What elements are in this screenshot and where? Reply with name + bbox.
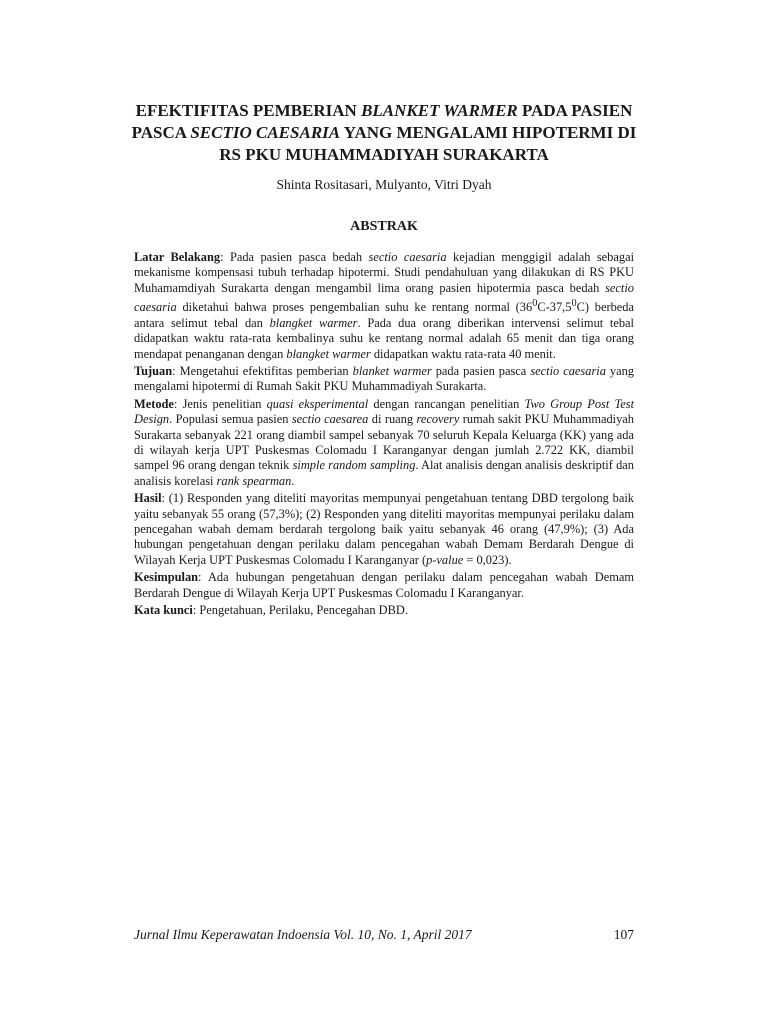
abstract-kesimpulan: Kesimpulan: Ada hubungan pengetahuan dengan perilaku dalam pencegahan wabah Demam Berdarah Dengue di Wilayah Kerja UPT Puskesmas Colomadu I Karanganyar. [134,570,634,600]
title-line-2: PASCA SECTIO CAESARIA YANG MENGALAMI HIPOTERMI DI [131,123,637,142]
section-label: Latar Belakang [134,250,221,264]
paper-title [120,100,648,166]
abstract-latar-belakang: Latar Belakang: Pada pasien pasca bedah sectio caesaria kejadian menggigil adalah sebagai mekanisme kompensasi tubuh terhadap hipotermi. Studi pendahuluan yang dilakukan di RS PKU Muhamamdiyah Surakarta dengan mengambil lima orang pasien hipotermia pasca bedah sectio caesaria diketahui bahwa proses pengembalian suhu ke rentang normal $(36^0C-37,5^0C)$ berbeda antara selimut tebal dan blangket warmer. Pada dua orang diberikan intervensi selimut tebal didapatkan waktu rata-rata kembalinya suhu ke rentang normal adalah 65 menit dan tiga orang mendapat penanganan dengan blangket warmer didapatkan waktu rata-rata 40 menit. [134,250,635,361]
title-line-1: EFEKTIFITAS PEMBERIAN BLANKET WARMER PADA PASIEN [135,101,633,120]
section-label: Kesimpulan [134,570,199,585]
journal-citation: Jurnal Ilmu Keperawatan Indoensia Vol. 10, No. 1, April 2017 [134,927,472,942]
title-line-3: RS PKU MUHAMMADIYAH SURAKARTA [219,145,549,164]
abstract-tujuan: Tujuan: Mengetahui efektifitas pemberian blanket warmer pada pasien pasca sectio caesaria yang mengalami hipotermi di Rumah Sakit PKU Muhammadiyah Surakarta. [134,363,635,394]
abstract-heading: ABSTRAK [350,219,418,234]
section-label: Metode [134,396,174,411]
section-label: Tujuan [134,363,173,378]
page-number: 107 [613,927,634,942]
author-list: Shinta Rositasari, Mulyanto, Vitri Dyah [276,177,492,192]
abstract-hasil: Hasil: (1) Responden yang diteliti mayoritas mempunyai pengetahuan tentang DBD tergolong baik yaitu sebanyak 55 orang (57,3%); (2) Responden yang diteliti mayoritas mempunyai perilaku dalam pencegahan wabah demam berdarah tergolong baik yaitu sebanyak 46 orang (47,9%); (3) Ada hubungan pengetahuan dengan perilaku dalam pencegahan wabah Demam Berdarah Dengue di Wilayah Kerja UPT Puskesmas Colomadu I Karanganyar (p-value = 0,023). [134,491,634,567]
section-label: Hasil [134,491,162,506]
abstract-body [134,250,634,620]
abstract-kata-kunci: Kata kunci: Pengetahuan, Perilaku, Pencegahan DBD. [134,603,408,618]
section-label: Kata kunci [134,603,193,618]
abstract-metode: Metode: Jenis penelitian quasi eksperimental dengan rancangan penelitian Two Group Post Test Design. Populasi semua pasien sectio caesarea di ruang recovery rumah sakit PKU Muhammadiyah Surakarta sebanyak 221 orang diambil sampel sebanyak 70 seluruh Kepala Keluarga (KK) yang ada di wilayah kerja UPT Puskesmas Colomadu I Karanganyar dengan jumlah 2.722 KK, diambil sampel 96 orang dengan teknik simple random sampling. Alat analisis dengan analisis deskriptif dan analisis korelasi rank spearman. [134,396,635,488]
